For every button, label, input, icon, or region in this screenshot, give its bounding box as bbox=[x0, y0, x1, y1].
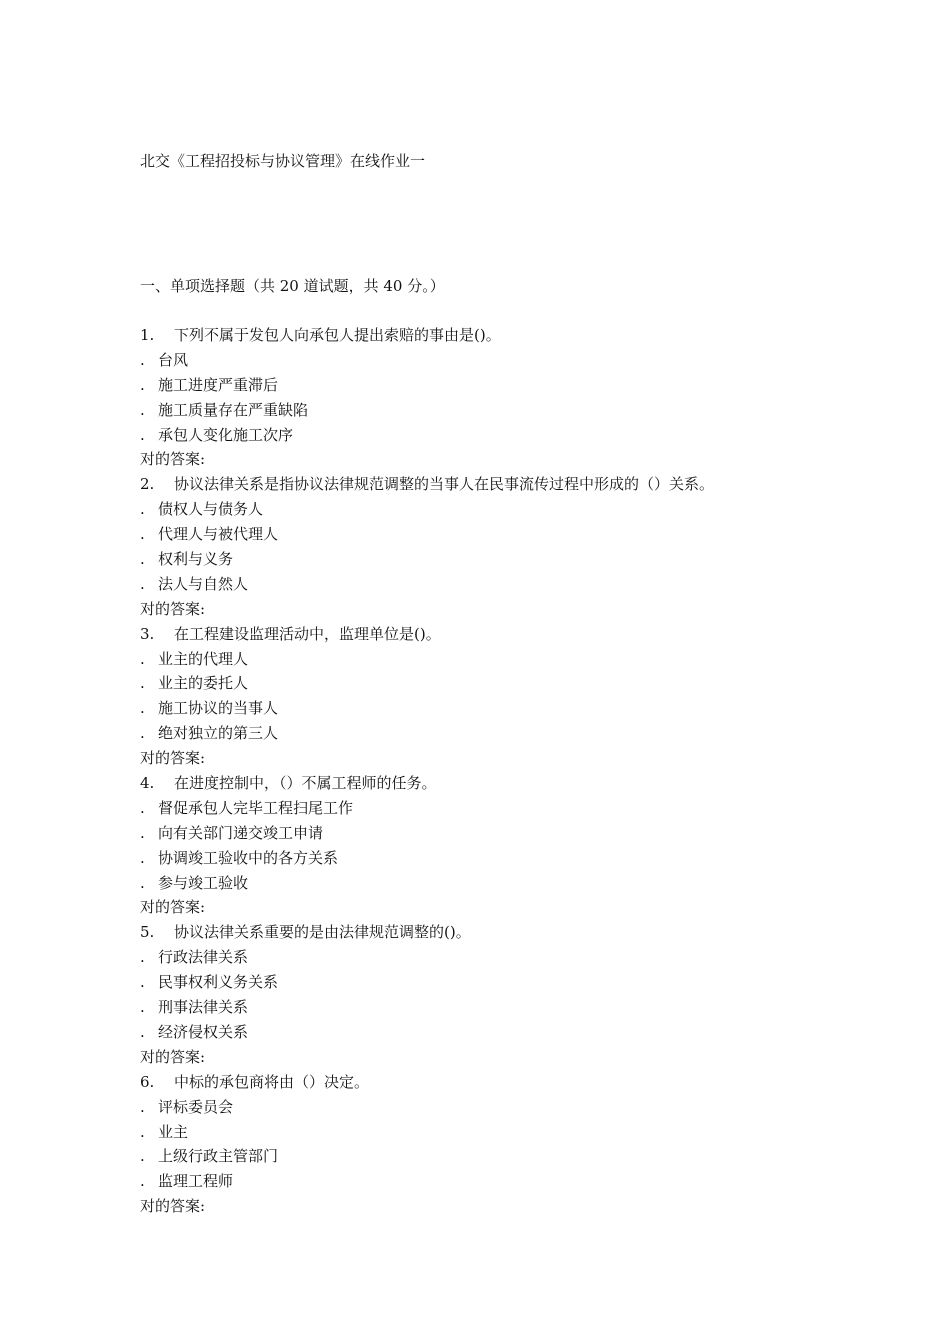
option-prefix: . bbox=[140, 1122, 145, 1141]
option bbox=[140, 423, 920, 448]
option bbox=[140, 821, 920, 846]
option bbox=[140, 696, 920, 721]
option bbox=[140, 945, 920, 970]
question-text: 中标的承包商将由（）决定。 bbox=[174, 1072, 370, 1091]
option-text: 代理人与被代理人 bbox=[158, 525, 279, 544]
option bbox=[140, 1095, 920, 1120]
option-prefix: . bbox=[140, 1097, 145, 1116]
question-text: 在工程建设监理活动中，监理单位是()。 bbox=[174, 624, 441, 643]
option bbox=[140, 373, 920, 398]
option bbox=[140, 1020, 920, 1045]
question-6 bbox=[140, 1070, 920, 1095]
answer-label: 对的答案: bbox=[140, 599, 206, 618]
option-text: 督促承包人完毕工程扫尾工作 bbox=[158, 798, 354, 817]
option-text: 经济侵权关系 bbox=[158, 1022, 249, 1041]
option-text: 上级行政主管部门 bbox=[158, 1147, 279, 1166]
option-text: 监理工程师 bbox=[158, 1172, 234, 1191]
option-prefix: . bbox=[140, 848, 145, 867]
option-prefix: . bbox=[140, 1022, 145, 1041]
option bbox=[140, 871, 920, 896]
option-prefix: . bbox=[140, 649, 145, 668]
answer-label: 对的答案: bbox=[140, 898, 206, 917]
option-text: 协调竣工验收中的各方关系 bbox=[158, 848, 339, 867]
option-prefix: . bbox=[140, 400, 145, 419]
option-text: 债权人与债务人 bbox=[158, 500, 264, 519]
option-prefix: . bbox=[140, 350, 145, 369]
document-title: 北交《工程招投标与协议管理》在线作业一 bbox=[140, 152, 426, 170]
question-2 bbox=[140, 472, 920, 497]
option-text: 施工协议的当事人 bbox=[158, 699, 279, 718]
option-prefix: . bbox=[140, 973, 145, 992]
question-text: 在进度控制中，（）不属工程师的任务。 bbox=[174, 774, 437, 793]
option-prefix: . bbox=[140, 375, 145, 394]
option-text: 法人与自然人 bbox=[158, 574, 249, 593]
option-text: 权利与义务 bbox=[158, 550, 234, 569]
answer-label: 对的答案: bbox=[140, 1047, 206, 1066]
option-text: 绝对独立的第三人 bbox=[158, 724, 279, 743]
option bbox=[140, 1120, 920, 1145]
question-text: 协议法律关系是指协议法律规范调整的当事人在民事流传过程中形成的（）关系。 bbox=[174, 475, 715, 494]
question-number: 1. bbox=[140, 326, 155, 344]
option-text: 业主的委托人 bbox=[158, 674, 249, 693]
option-prefix: . bbox=[140, 425, 145, 444]
option bbox=[140, 572, 920, 597]
option bbox=[140, 970, 920, 995]
option-text: 业主 bbox=[158, 1122, 189, 1141]
option-text: 业主的代理人 bbox=[158, 649, 249, 668]
option bbox=[140, 497, 920, 522]
option-prefix: . bbox=[140, 998, 145, 1017]
option-prefix: . bbox=[140, 574, 145, 593]
option-text: 台风 bbox=[158, 350, 189, 369]
question-text: 下列不属于发包人向承包人提出索赔的事由是()。 bbox=[174, 326, 501, 344]
option-text: 刑事法律关系 bbox=[158, 998, 249, 1017]
option bbox=[140, 398, 920, 423]
question-5 bbox=[140, 920, 920, 945]
option bbox=[140, 995, 920, 1020]
option-prefix: . bbox=[140, 1172, 145, 1191]
question-number: 4. bbox=[140, 774, 155, 793]
option bbox=[140, 846, 920, 871]
section-heading: 一、单项选择题（共 20 道试题，共 40 分。） bbox=[140, 277, 445, 295]
option-text: 民事权利义务关系 bbox=[158, 973, 279, 992]
question-number: 6. bbox=[140, 1072, 155, 1091]
option-text: 行政法律关系 bbox=[158, 948, 249, 967]
question-number: 2. bbox=[140, 475, 155, 494]
option bbox=[140, 547, 920, 572]
option-prefix: . bbox=[140, 873, 145, 892]
question-list bbox=[140, 323, 920, 1219]
option-text: 参与竣工验收 bbox=[158, 873, 249, 892]
option bbox=[140, 721, 920, 746]
option bbox=[140, 796, 920, 821]
question-3 bbox=[140, 622, 920, 647]
option bbox=[140, 671, 920, 696]
option-text: 承包人变化施工次序 bbox=[158, 425, 294, 444]
option-prefix: . bbox=[140, 1147, 145, 1166]
option-prefix: . bbox=[140, 500, 145, 519]
option bbox=[140, 348, 920, 373]
option-text: 向有关部门递交竣工申请 bbox=[158, 823, 324, 842]
option bbox=[140, 522, 920, 547]
option bbox=[140, 647, 920, 672]
question-text: 协议法律关系重要的是由法律规范调整的()。 bbox=[174, 923, 471, 942]
option bbox=[140, 1169, 920, 1194]
option-prefix: . bbox=[140, 550, 145, 569]
answer-label: 对的答案: bbox=[140, 749, 206, 768]
question-number: 5. bbox=[140, 923, 155, 942]
option-prefix: . bbox=[140, 525, 145, 544]
question-4 bbox=[140, 771, 920, 796]
option-prefix: . bbox=[140, 699, 145, 718]
answer-label: 对的答案: bbox=[140, 1197, 206, 1216]
option-prefix: . bbox=[140, 823, 145, 842]
option-prefix: . bbox=[140, 674, 145, 693]
option-text: 施工进度严重滞后 bbox=[158, 375, 279, 394]
option bbox=[140, 1144, 920, 1169]
option-prefix: . bbox=[140, 948, 145, 967]
question-1 bbox=[140, 323, 920, 348]
option-text: 施工质量存在严重缺陷 bbox=[158, 400, 309, 419]
question-number: 3. bbox=[140, 624, 155, 643]
option-prefix: . bbox=[140, 724, 145, 743]
option-prefix: . bbox=[140, 798, 145, 817]
answer-label: 对的答案: bbox=[140, 450, 206, 469]
option-text: 评标委员会 bbox=[158, 1097, 234, 1116]
